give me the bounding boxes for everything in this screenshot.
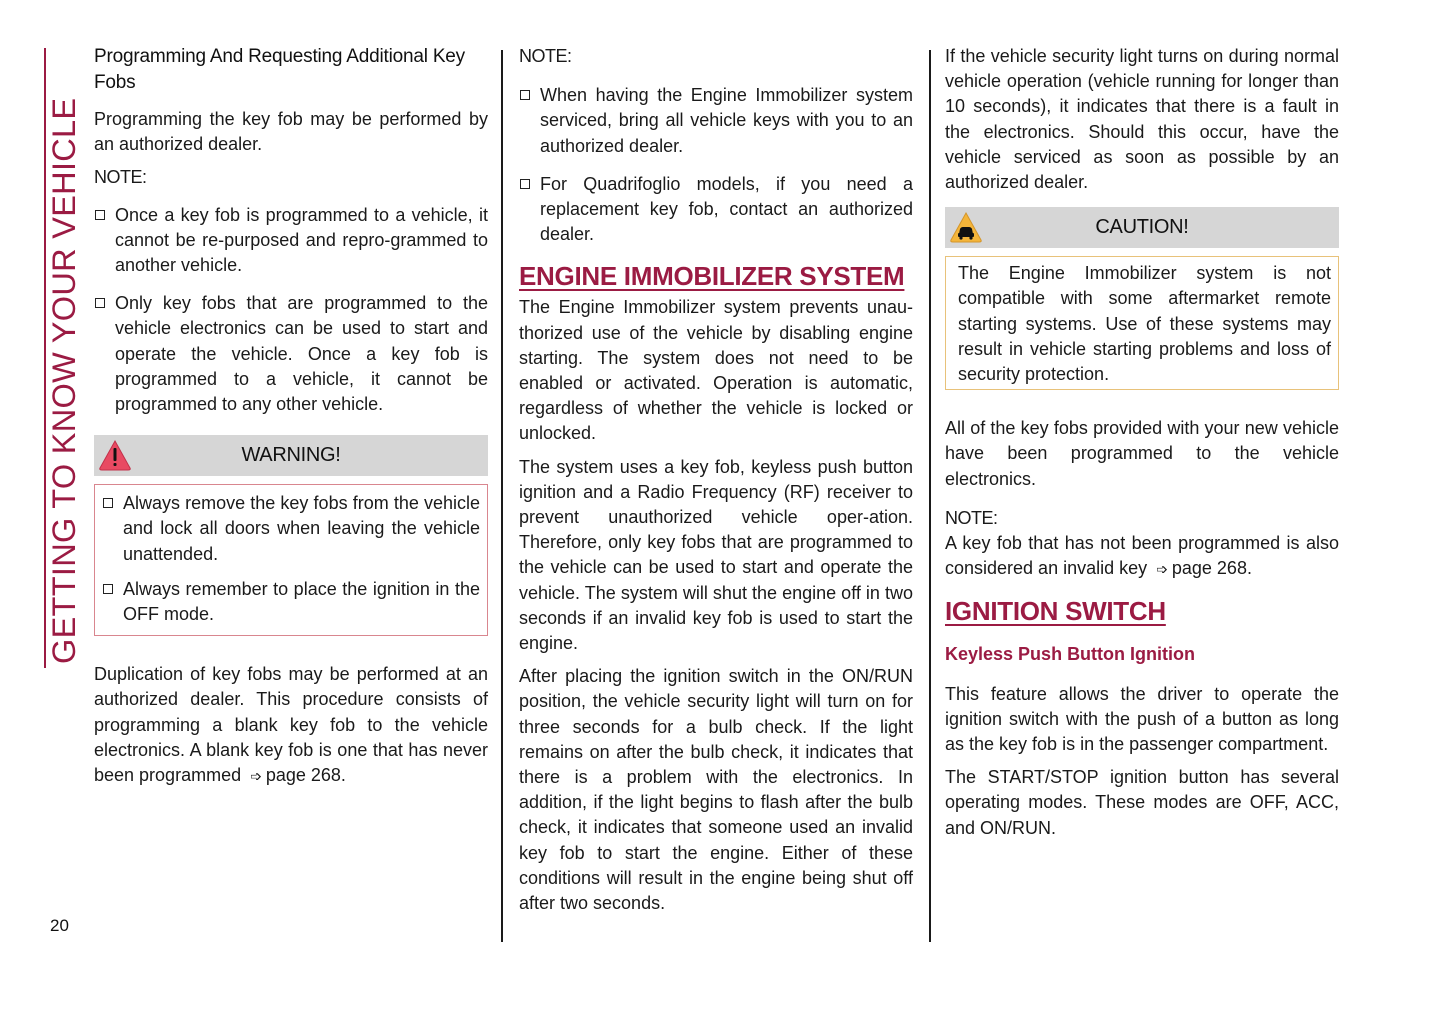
note-label: NOTE:: [94, 167, 147, 188]
paragraph: This feature allows the driver to operate the ignition switch with the push of a button as long as the key fob is in the passenger compartment.: [945, 683, 1339, 755]
caution-body: The Engine Immobilizer system is not compatible with some aftermarket remote starting systems. Use of these systems may result in vehicle starting problems and loss of security protection.: [945, 256, 1339, 390]
list-item: Only key fobs that are programmed to the vehicle electronics can be used to start and operate the vehicle. Once a key fob is programmed to a vehicle, it cannot be programmed to any other vehicle.: [94, 291, 488, 417]
checkbox-bullet-icon: [103, 498, 113, 508]
paragraph: The system uses a key fob, keyless push button ignition and a Radio Frequency (RF) receiver to prevent unauthorized vehicle oper-ation. Therefore, only key fobs that are programmed to the vehicle can be used to start and operate the vehicle. The system will shut the engine off in two seconds if an invalid key fob is used to start the engine.: [519, 456, 913, 654]
note-list: [519, 83, 913, 247]
column-1: [94, 44, 488, 797]
page-reference-arrow-icon: ➩: [250, 768, 262, 785]
list-item: Always remember to place the ignition in the OFF mode.: [102, 577, 480, 627]
warning-body: [94, 484, 488, 636]
paragraph: Duplication of key fobs may be performed at an authorized dealer. This procedure consists of programming a blank key fob to the vehicle electronics. A blank key fob is one that has never been programmed ➩ page 268.: [94, 662, 488, 789]
checkbox-bullet-icon: [95, 298, 105, 308]
caution-car-icon: [949, 210, 983, 244]
list-item: When having the Engine Immobilizer system serviced, bring all vehicle keys with you to an authorized dealer.: [519, 83, 913, 159]
column-3: [945, 44, 1339, 849]
paragraph: The START/STOP ignition button has several operating modes. These modes are OFF, ACC, and ON/RUN.: [945, 767, 1339, 838]
page-reference-arrow-icon: ➩: [1156, 561, 1168, 578]
subsection-heading: Keyless Push Button Ignition: [945, 644, 1196, 665]
caution-box: [945, 207, 1339, 390]
section-heading: ENGINE IMMOBILIZER SYSTEM: [519, 261, 905, 292]
page-reference-link[interactable]: page 268.: [265, 765, 346, 786]
checkbox-bullet-icon: [103, 584, 113, 594]
caution-title: CAUTION!: [1095, 216, 1189, 239]
paragraph: After placing the ignition switch in the ON/RUN position, the vehicle security light will turn on for three seconds for a bulb check. If the light remains on after the bulb check, it indicates that there is a problem with the electronics. In addition, if the light begins to flash after the bulb check, it indicates that someone used an invalid key fob to start the engine. Either of these conditions will result in the engine being shut off after two seconds.: [519, 666, 913, 914]
page-number: 20: [50, 916, 69, 935]
warning-title: WARNING!: [241, 444, 341, 467]
note-label: NOTE:: [519, 46, 572, 66]
column-divider: [929, 50, 931, 942]
paragraph: Programming the key fob may be performed by an authorized dealer.: [94, 109, 488, 155]
warning-header: [94, 435, 488, 476]
column-divider: [501, 50, 503, 942]
section-heading: IGNITION SWITCH: [945, 596, 1166, 627]
checkbox-bullet-icon: [520, 90, 530, 100]
caution-header: [945, 207, 1339, 248]
list-item: Always remove the key fobs from the vehicle and lock all doors when leaving the vehicle unattended.: [102, 491, 480, 567]
warning-triangle-icon: [98, 438, 132, 472]
list-item: For Quadrifoglio models, if you need a replacement key fob, contact an authorized dealer.: [519, 172, 913, 248]
chapter-title: GETTING TO KNOW YOUR VEHICLE: [44, 48, 80, 668]
paragraph: If the vehicle security light turns on during normal vehicle operation (vehicle running for longer than 10 seconds), it indicates that there is a fault in the electronics. Should this occur, have the vehicle serviced as soon as possible by an authorized dealer.: [945, 46, 1339, 193]
warning-list: [102, 491, 480, 627]
paragraph: A key fob that has not been programmed is also considered an invalid key ➩ page 268.: [945, 531, 1339, 582]
subsection-heading: Programming And Requesting Additional Key Fobs: [94, 46, 465, 93]
note-list: [94, 203, 488, 418]
checkbox-bullet-icon: [95, 210, 105, 220]
warning-box: [94, 435, 488, 636]
list-item: Once a key fob is programmed to a vehicle, it cannot be re-purposed and repro-grammed to another vehicle.: [94, 203, 488, 279]
chapter-sidebar: [44, 48, 80, 668]
note-label: NOTE:: [945, 507, 998, 528]
paragraph: All of the key fobs provided with your new vehicle have been programmed to the vehicle electronics.: [945, 418, 1339, 489]
column-2: [519, 44, 913, 924]
paragraph: The Engine Immobilizer system prevents unau-thorized use of the vehicle by disabling engine starting. The system does not need to be enabled or activated. Operation is automatic, regardless of whether the vehicle is locked or unlocked.: [519, 297, 913, 444]
checkbox-bullet-icon: [520, 179, 530, 189]
page-reference-link[interactable]: page 268.: [1171, 558, 1252, 579]
